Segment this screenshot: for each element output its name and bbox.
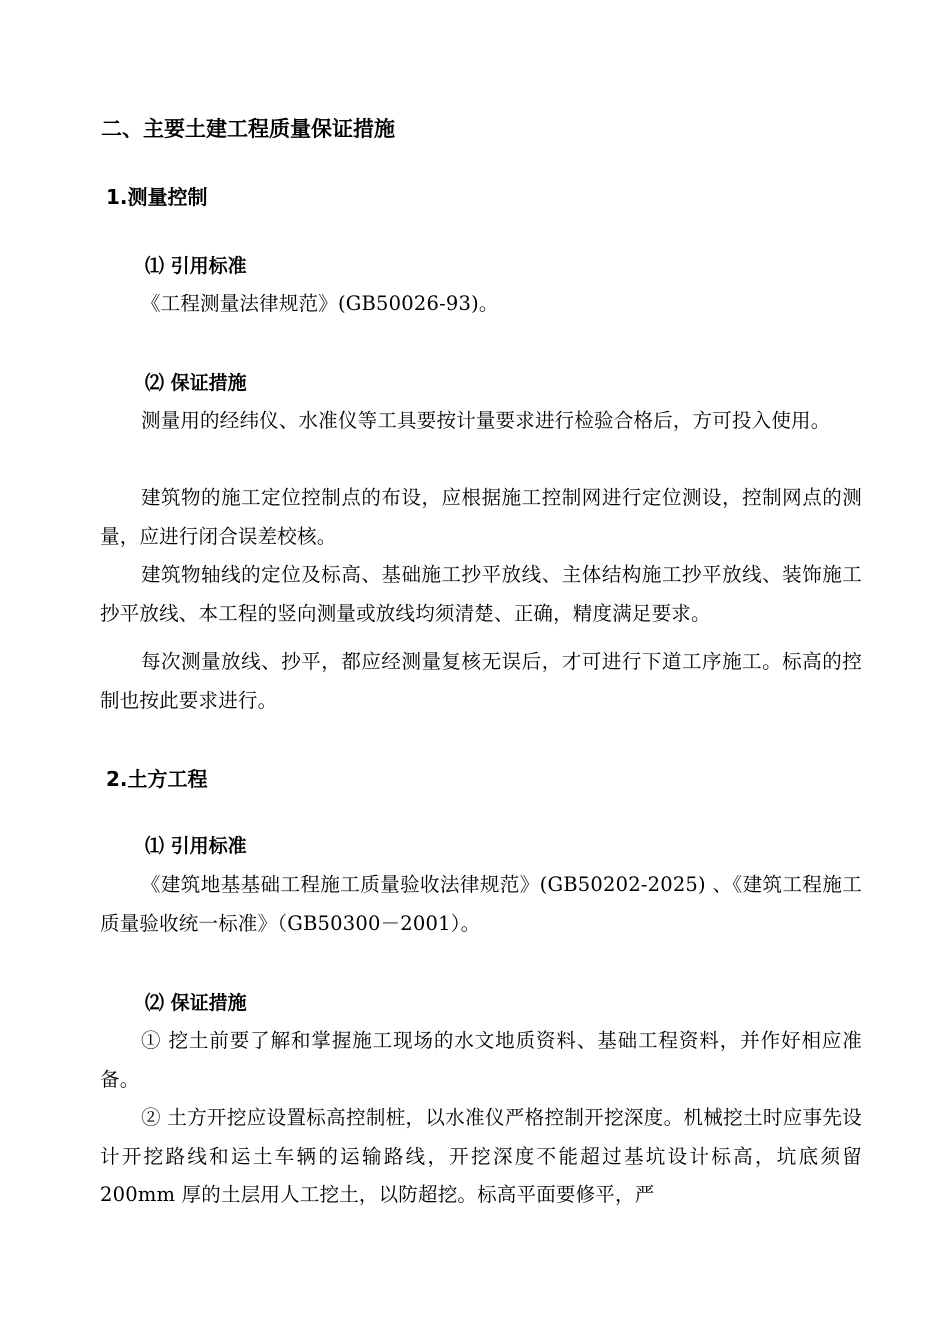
survey-measures-paragraph-2: 建筑物的施工定位控制点的布设，应根据施工控制网进行定位测设，控制网点的测量，应进行闭合误差校核。 — [100, 486, 862, 548]
earthwork-standards-heading: ⑴ 引用标准 — [145, 835, 247, 857]
earthwork-measures-paragraph-2: ② 土方开挖应设置标高控制桩，以水准仪严格控制开挖深度。机械挖土时应事先设计开挖路线和运土车辆的运输路线，开挖深度不能超过基坑设计标高，坑底须留 200mm 厚的土层用人工挖土，以防超挖。标高平面要修平，严 — [100, 1106, 862, 1206]
earthwork-measures-heading: ⑵ 保证措施 — [145, 992, 247, 1014]
survey-measures-paragraph-3: 建筑物轴线的定位及标高、基础施工抄平放线、主体结构施工抄平放线、装饰施工抄平放线、本工程的竖向测量或放线均须清楚、正确，精度满足要求。 — [100, 563, 862, 625]
earthwork-measures-paragraph-1: ① 挖土前要了解和掌握施工现场的水文地质资料、基础工程资料，并作好相应准备。 — [100, 1029, 862, 1091]
survey-measures-heading: ⑵ 保证措施 — [145, 372, 247, 394]
subsection-title-earthwork: 2.土方工程 — [106, 767, 208, 791]
subsection-title-survey: 1.测量控制 — [106, 185, 208, 209]
survey-measures-paragraph-4: 每次测量放线、抄平，都应经测量复核无误后，才可进行下道工序施工。标高的控制也按此要求进行。 — [100, 650, 862, 712]
earthwork-standards-text: 《建筑地基基础工程施工质量验收法律规范》(GB50202-2025) 、《建筑工程施工质量验收统一标准》（GB50300－2001）。 — [100, 873, 862, 935]
section-title: 二、主要土建工程质量保证措施 — [101, 117, 395, 141]
survey-standards-text: 《工程测量法律规范》(GB50026-93)。 — [140, 292, 499, 315]
survey-standards-heading: ⑴ 引用标准 — [145, 255, 247, 277]
survey-measures-paragraph-1: 测量用的经纬仪、水准仪等工具要按计量要求进行检验合格后，方可投入使用。 — [140, 409, 831, 432]
